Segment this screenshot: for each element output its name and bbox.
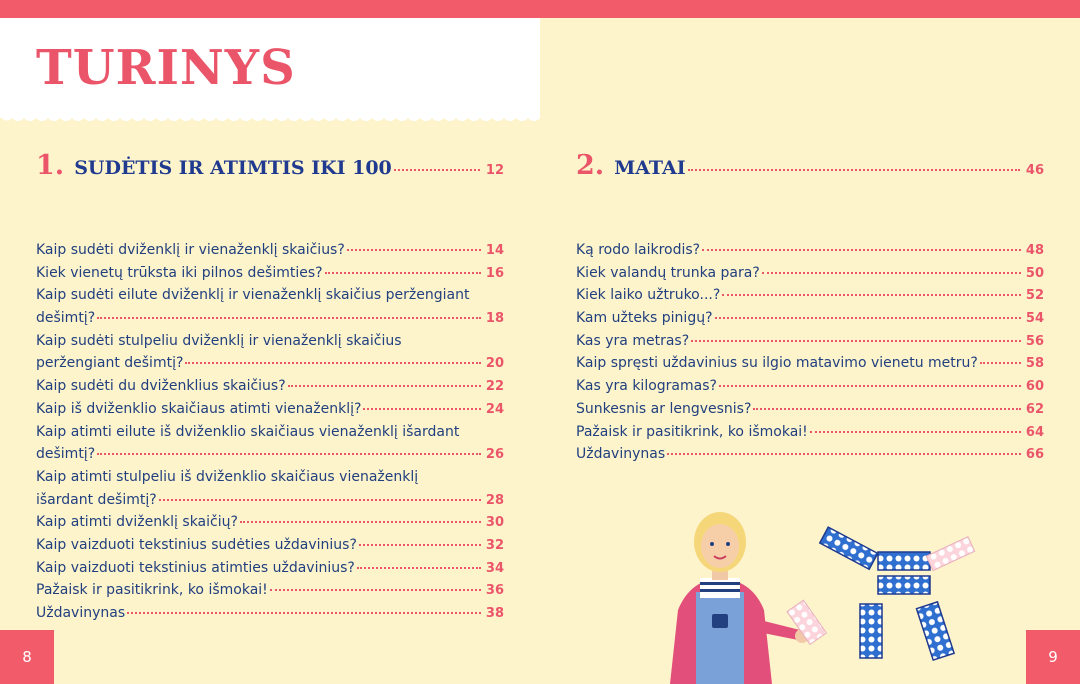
dot-leader — [753, 408, 1021, 410]
toc-entry-page: 60 — [1025, 379, 1044, 395]
page-title: TURINYS — [36, 40, 296, 96]
toc-entry-page: 24 — [485, 401, 504, 417]
toc-entry[interactable] — [36, 602, 504, 625]
dot-leader — [359, 544, 481, 546]
toc-entry-text: Kam užteks pinigų? — [576, 310, 713, 327]
chapter-heading-2[interactable] — [576, 150, 1044, 181]
toc-entry[interactable] — [36, 443, 504, 466]
toc-entry-text: Kaip sudėti stulpeliu dviženklį ir vienaženklį skaičius — [36, 332, 402, 349]
ten-frame-arm-left — [820, 527, 878, 569]
dot-leader — [185, 362, 481, 364]
toc-entry-text: Uždavinynas — [576, 446, 666, 463]
toc-entry-text-continued: išardant dešimtį? — [36, 491, 157, 508]
dot-leader — [667, 453, 1021, 455]
toc-entry-page: 38 — [485, 606, 504, 621]
toc-entry[interactable] — [576, 330, 1044, 353]
toc-entry[interactable] — [36, 398, 504, 421]
toc-entry-text: Kaip sudėti dviženklį ir vienaženklį skaičius? — [36, 242, 345, 258]
chapter-number: 2. — [576, 150, 605, 181]
page-number-left: 8 — [0, 630, 54, 684]
dot-leader — [325, 272, 481, 274]
dot-leader — [715, 317, 1021, 319]
toc-entry-text: Kaip vaizduoti tekstinius atimties uždavinius? — [36, 559, 355, 576]
dot-leader — [394, 169, 480, 171]
toc-entry[interactable] — [36, 579, 504, 602]
toc-entry-page: 28 — [485, 492, 504, 508]
dot-leader — [357, 567, 481, 569]
toc-entry-page: 48 — [1025, 243, 1044, 258]
toc-entry[interactable] — [36, 307, 504, 330]
toc-entry-page: 36 — [485, 583, 504, 599]
dot-leader — [270, 589, 481, 591]
toc-entry-page: 62 — [1025, 401, 1044, 417]
dot-leader — [127, 612, 481, 614]
ten-frame-arm-right — [926, 537, 974, 571]
toc-list-chapter-1 — [36, 239, 504, 625]
toc-entry-text: Kaip sudėti du dviženklius skaičius? — [36, 378, 286, 395]
toc-entry-text-continued: dešimtį? — [36, 446, 96, 463]
toc-entry[interactable] — [576, 307, 1044, 330]
dot-leader — [97, 453, 481, 455]
toc-entry-text: Kaip atimti eilute iš dviženklio skaičiaus vienaženklį išardant — [36, 423, 460, 440]
ten-frame-middle — [878, 576, 930, 594]
toc-list-chapter-2 — [576, 239, 1044, 466]
dot-leader — [347, 249, 481, 251]
toc-entry-line[interactable] — [36, 330, 504, 353]
toc-entry[interactable] — [576, 421, 1044, 444]
dot-leader — [159, 499, 481, 501]
dot-leader — [288, 385, 481, 387]
toc-entry[interactable] — [576, 284, 1044, 307]
toc-entry[interactable] — [576, 262, 1044, 285]
chapter-number: 1. — [36, 150, 65, 181]
toc-entry-text: Kiek laiko užtruko...? — [576, 287, 721, 304]
dot-leader — [691, 340, 1021, 342]
toc-entry-page: 66 — [1025, 447, 1044, 463]
toc-entry-page: 52 — [1025, 288, 1044, 304]
dot-leader — [722, 294, 1021, 296]
toc-entry-page: 50 — [1025, 265, 1044, 281]
toc-entry[interactable] — [576, 398, 1044, 421]
toc-entry-page: 26 — [485, 447, 504, 463]
toc-entry-text: Ką rodo laikrodis? — [576, 242, 701, 258]
dot-leader — [688, 169, 1020, 171]
dot-leader — [762, 272, 1021, 274]
toc-entry-text: Kiek valandų trunka para? — [576, 264, 760, 281]
toc-entry-page: 16 — [485, 265, 504, 281]
chapter-page: 12 — [485, 163, 504, 178]
toc-entry-page: 32 — [485, 537, 504, 553]
toc-entry-page: 64 — [1025, 424, 1044, 440]
toc-entry[interactable] — [576, 443, 1044, 466]
toc-entry-text-continued: dešimtį? — [36, 310, 96, 327]
toc-entry-text: Kaip atimti stulpeliu iš dviženklio skaičiaus vienaženklį — [36, 468, 419, 485]
girl-figure — [670, 512, 809, 684]
toc-entry[interactable] — [36, 239, 504, 262]
toc-entry-line[interactable] — [36, 284, 504, 307]
dot-leader — [240, 521, 481, 523]
toc-entry-page: 56 — [1025, 333, 1044, 349]
toc-entry-text: Kaip atimti dviženklį skaičių? — [36, 514, 238, 531]
top-accent-bar — [0, 0, 1080, 18]
toc-entry[interactable] — [36, 557, 504, 580]
toc-entry-page: 30 — [485, 515, 504, 531]
toc-entry[interactable] — [36, 489, 504, 512]
dot-leader — [719, 385, 1021, 387]
toc-entry-page: 18 — [485, 311, 504, 327]
toc-entry[interactable] — [36, 511, 504, 534]
toc-entry[interactable] — [36, 375, 504, 398]
ten-frame-top — [878, 552, 930, 570]
toc-entry-text: Kaip vaizduoti tekstinius sudėties uždavinius? — [36, 536, 357, 553]
ten-frame-leg-left — [860, 604, 882, 658]
dot-leader — [97, 317, 481, 319]
toc-entry-line[interactable] — [36, 421, 504, 444]
toc-entry-line[interactable] — [36, 466, 504, 489]
toc-entry-text: Pažaisk ir pasitikrink, ko išmokai! — [576, 423, 808, 440]
toc-entry-page: 54 — [1025, 311, 1044, 327]
toc-entry-text: Kaip spręsti uždavinius su ilgio matavimo vienetu metru? — [576, 355, 978, 372]
dot-leader — [363, 408, 481, 410]
dot-leader — [702, 249, 1021, 251]
toc-entry-text: Pažaisk ir pasitikrink, ko išmokai! — [36, 582, 268, 599]
toc-entry-page: 20 — [485, 356, 504, 372]
toc-entry-page: 14 — [485, 243, 504, 258]
toc-entry[interactable] — [36, 262, 504, 285]
toc-entry-page: 34 — [485, 560, 504, 576]
toc-entry-text: Kaip iš dviženklio skaičiaus atimti vienaženklį? — [36, 400, 362, 417]
chapter-title: MATAI — [614, 157, 686, 179]
toc-entry[interactable] — [576, 239, 1044, 262]
ten-frame-leg-right — [917, 602, 955, 660]
chapter-title: SUDĖTIS IR ATIMTIS IKI 100 — [74, 157, 392, 179]
dot-leader — [810, 431, 1021, 433]
toc-entry-text: Uždavinynas — [36, 605, 126, 621]
dot-leader — [980, 362, 1021, 364]
toc-entry-text: Kas yra metras? — [576, 332, 690, 349]
wavy-edge — [0, 116, 540, 124]
toc-entry-page: 58 — [1025, 356, 1044, 372]
chapter-page: 46 — [1025, 163, 1044, 178]
toc-entry-text: Kiek vienetų trūksta iki pilnos dešimties? — [36, 264, 323, 281]
toc-entry[interactable] — [36, 534, 504, 557]
toc-entry-text: Sunkesnis ar lengvesnis? — [576, 400, 752, 417]
chapter-heading-1[interactable] — [36, 150, 504, 181]
toc-entry-text-continued: peržengiant dešimtį? — [36, 355, 184, 372]
toc-entry[interactable] — [36, 352, 504, 375]
toc-entry-page: 22 — [485, 379, 504, 395]
girl-with-ten-frames-illustration — [660, 500, 980, 684]
toc-entry[interactable] — [576, 375, 1044, 398]
toc-entry-text: Kas yra kilogramas? — [576, 378, 717, 395]
toc-entry-text: Kaip sudėti eilute dviženklį ir vienaženklį skaičius peržengiant — [36, 287, 470, 304]
page-number-right: 9 — [1026, 630, 1080, 684]
toc-entry[interactable] — [576, 352, 1044, 375]
